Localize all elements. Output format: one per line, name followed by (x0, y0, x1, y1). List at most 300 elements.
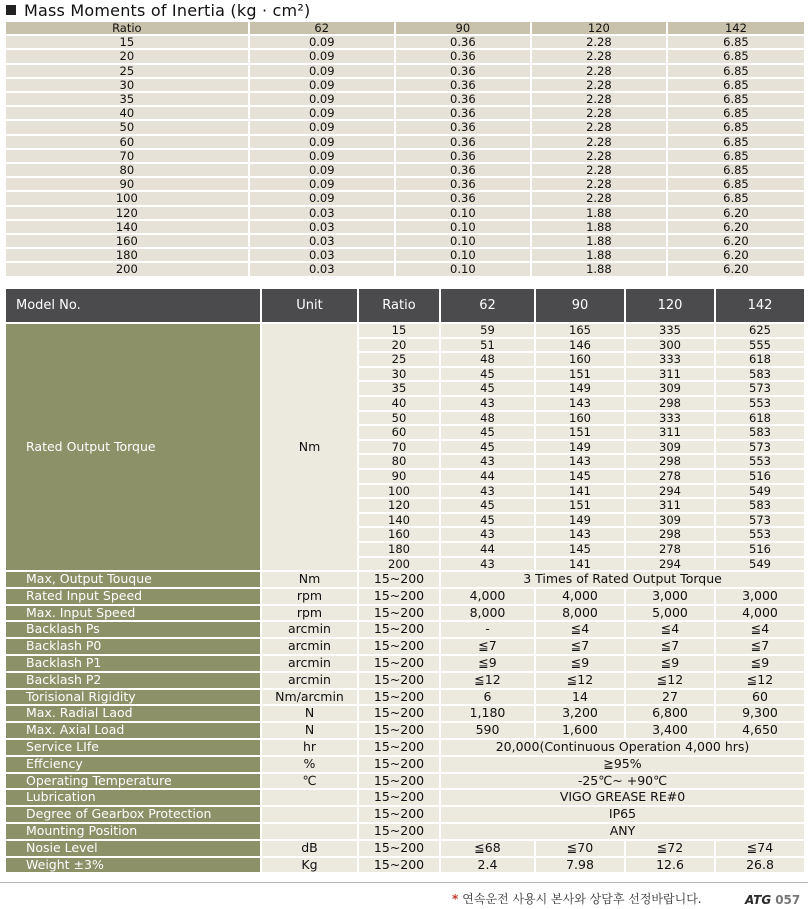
spec-value: ≦68 (441, 841, 534, 856)
spec-value: - (441, 622, 534, 637)
spec-label: Max. Radial Laod (6, 706, 260, 721)
table-cell: 0.09 (250, 121, 394, 133)
table-cell: 6.85 (668, 93, 804, 105)
table-cell: 43 (441, 558, 534, 571)
spec-value: ≦12 (716, 673, 804, 688)
table-row (6, 207, 804, 219)
spec-value: 4,000 (536, 589, 624, 604)
spec-row (6, 841, 804, 856)
table-cell: 0.09 (250, 107, 394, 119)
brand-logo: ATG (745, 893, 772, 907)
spec-value: ≦4 (626, 622, 714, 637)
column-header: 90 (536, 289, 624, 322)
spec-row (6, 673, 804, 688)
table-cell: 45 (441, 382, 534, 395)
column-header: Ratio (359, 289, 439, 322)
table-cell: 625 (716, 324, 804, 337)
table-cell: 309 (626, 514, 714, 527)
table-cell: 0.36 (396, 136, 530, 148)
table-cell: 0.10 (396, 235, 530, 247)
spec-label: Rated Input Speed (6, 589, 260, 604)
spec-unit: ℃ (262, 774, 357, 789)
table-cell: 15 (6, 36, 248, 48)
table-cell: 6.85 (668, 107, 804, 119)
table-cell: 0.09 (250, 150, 394, 162)
table-cell: 0.09 (250, 164, 394, 176)
table-cell: 516 (716, 470, 804, 483)
table-cell: 6.85 (668, 136, 804, 148)
spec-label: Operating Temperature (6, 774, 260, 789)
table-cell: 6.85 (668, 36, 804, 48)
table-cell: 2.28 (532, 192, 666, 204)
table-cell: 298 (626, 455, 714, 468)
spec-row (6, 572, 804, 587)
table-cell: 333 (626, 353, 714, 366)
column-header: 120 (626, 289, 714, 322)
table-cell: 45 (441, 426, 534, 439)
spec-row (6, 723, 804, 738)
table-row (6, 192, 804, 204)
table-cell: 618 (716, 353, 804, 366)
table-cell: 0.09 (250, 136, 394, 148)
table-cell: 553 (716, 528, 804, 541)
table-cell: 43 (441, 455, 534, 468)
spec-label: Max. Axial Load (6, 723, 260, 738)
table-cell: 160 (359, 528, 439, 541)
table-cell: 0.03 (250, 249, 394, 261)
column-header: 142 (668, 22, 804, 34)
table-cell: 141 (536, 558, 624, 571)
table-cell: 311 (626, 426, 714, 439)
table-cell: 143 (536, 455, 624, 468)
table-cell: 0.36 (396, 36, 530, 48)
table-cell: 6.85 (668, 65, 804, 77)
table-cell: 2.28 (532, 136, 666, 148)
spec-ratio: 15~200 (359, 656, 439, 671)
spec-value: 27 (626, 690, 714, 705)
spec-ratio: 15~200 (359, 673, 439, 688)
table-cell: 0.03 (250, 221, 394, 233)
table-row (6, 263, 804, 275)
spec-value: 4,000 (716, 606, 804, 621)
column-header: 120 (532, 22, 666, 34)
table-cell: 0.36 (396, 65, 530, 77)
spec-row (6, 790, 804, 805)
spec-unit: % (262, 757, 357, 772)
table-cell: 0.09 (250, 79, 394, 91)
table-cell: 6.85 (668, 192, 804, 204)
spec-value: 6 (441, 690, 534, 705)
table-cell: 48 (441, 353, 534, 366)
table-cell: 43 (441, 397, 534, 410)
spec-value: ≧95% (441, 757, 804, 772)
spec-row (6, 589, 804, 604)
table-cell: 0.36 (396, 192, 530, 204)
table-cell: 0.10 (396, 263, 530, 275)
table-cell: 151 (536, 499, 624, 512)
spec-unit (262, 790, 357, 805)
spec-label: Max. Input Speed (6, 606, 260, 621)
spec-value: ≦7 (441, 639, 534, 654)
spec-ratio: 15~200 (359, 589, 439, 604)
section-title (6, 0, 310, 21)
table-cell: 2.28 (532, 50, 666, 62)
table-cell: 6.20 (668, 207, 804, 219)
spec-value: 6,800 (626, 706, 714, 721)
spec-ratio: 15~200 (359, 858, 439, 873)
footnote-text: 연속운전 사용시 본사와 상담후 선정바랍니다. (462, 892, 702, 906)
spec-ratio: 15~200 (359, 790, 439, 805)
table-cell: 0.09 (250, 178, 394, 190)
spec-value: 26.8 (716, 858, 804, 873)
column-header: 62 (441, 289, 534, 322)
spec-ratio: 15~200 (359, 824, 439, 839)
table-cell: 2.28 (532, 107, 666, 119)
spec-value: ANY (441, 824, 804, 839)
table-row (6, 178, 804, 190)
table-cell: 6.20 (668, 249, 804, 261)
table-cell: 583 (716, 499, 804, 512)
torque-row (6, 324, 804, 337)
table-cell: 0.10 (396, 249, 530, 261)
table-cell: 160 (536, 412, 624, 425)
spec-value: 9,300 (716, 706, 804, 721)
table-cell: 311 (626, 499, 714, 512)
table-cell: 151 (536, 426, 624, 439)
table-row (6, 50, 804, 62)
table-cell: 300 (626, 339, 714, 352)
table-row (6, 65, 804, 77)
table-cell: 160 (536, 353, 624, 366)
table-cell: 45 (441, 441, 534, 454)
table-cell: 2.28 (532, 121, 666, 133)
table-cell: 573 (716, 514, 804, 527)
table-cell: 1.88 (532, 221, 666, 233)
table-row (6, 121, 804, 133)
spec-row (6, 639, 804, 654)
spec-value: 8,000 (536, 606, 624, 621)
spec-label: Backlash P2 (6, 673, 260, 688)
table-cell: 333 (626, 412, 714, 425)
spec-row (6, 690, 804, 705)
spec-value: ≦7 (536, 639, 624, 654)
column-header: 90 (396, 22, 530, 34)
table-cell: 40 (6, 107, 248, 119)
spec-label: Lubrication (6, 790, 260, 805)
table-cell: 553 (716, 455, 804, 468)
table-cell: 143 (536, 397, 624, 410)
table-cell: 6.85 (668, 164, 804, 176)
spec-value: 8,000 (441, 606, 534, 621)
table-cell: 40 (359, 397, 439, 410)
table-cell: 2.28 (532, 150, 666, 162)
spec-header-row (6, 289, 804, 322)
table-cell: 51 (441, 339, 534, 352)
table-cell: 0.09 (250, 65, 394, 77)
torque-unit: Nm (262, 324, 357, 570)
column-header: Ratio (6, 22, 248, 34)
spec-unit: rpm (262, 589, 357, 604)
table-cell: 60 (6, 136, 248, 148)
table-cell: 25 (359, 353, 439, 366)
table-cell: 1.88 (532, 263, 666, 275)
spec-label: Service LIfe (6, 740, 260, 755)
spec-label: Degree of Gearbox Protection (6, 807, 260, 822)
spec-unit: arcmin (262, 622, 357, 637)
spec-label: Nosie Level (6, 841, 260, 856)
spec-unit: N (262, 723, 357, 738)
table-cell: 618 (716, 412, 804, 425)
table-row (6, 249, 804, 261)
spec-ratio: 15~200 (359, 622, 439, 637)
spec-unit: arcmin (262, 673, 357, 688)
column-header: 142 (716, 289, 804, 322)
spec-label: Effciency (6, 757, 260, 772)
table-cell: 2.28 (532, 79, 666, 91)
table-cell: 0.36 (396, 79, 530, 91)
spec-unit: hr (262, 740, 357, 755)
spec-ratio: 15~200 (359, 690, 439, 705)
table-row (6, 164, 804, 176)
spec-value: 5,000 (626, 606, 714, 621)
table-cell: 200 (359, 558, 439, 571)
column-header: Model No. (6, 289, 260, 322)
table-cell: 2.28 (532, 65, 666, 77)
table-cell: 48 (441, 412, 534, 425)
spec-label: Backlash P0 (6, 639, 260, 654)
table-cell: 0.36 (396, 178, 530, 190)
table-cell: 6.20 (668, 263, 804, 275)
spec-label: Backlash Ps (6, 622, 260, 637)
spec-value: 3 Times of Rated Output Torque (441, 572, 804, 587)
square-bullet-icon (6, 5, 16, 15)
spec-value: ≦4 (536, 622, 624, 637)
spec-value: ≦12 (441, 673, 534, 688)
table-cell: 549 (716, 485, 804, 498)
table-cell: 70 (359, 441, 439, 454)
spec-row (6, 824, 804, 839)
spec-value: ≦70 (536, 841, 624, 856)
table-cell: 298 (626, 397, 714, 410)
footer-divider (0, 882, 808, 883)
table-cell: 2.28 (532, 36, 666, 48)
spec-ratio: 15~200 (359, 639, 439, 654)
spec-value: IP65 (441, 807, 804, 822)
spec-unit: rpm (262, 606, 357, 621)
spec-label: Weight ±3% (6, 858, 260, 873)
column-header: 62 (250, 22, 394, 34)
spec-value: ≦9 (536, 656, 624, 671)
spec-value: 20,000(Continuous Operation 4,000 hrs) (441, 740, 804, 755)
spec-ratio: 15~200 (359, 757, 439, 772)
spec-unit: dB (262, 841, 357, 856)
table-cell: 140 (359, 514, 439, 527)
table-cell: 15 (359, 324, 439, 337)
spec-value: 3,000 (626, 589, 714, 604)
table-cell: 294 (626, 558, 714, 571)
table-cell: 141 (536, 485, 624, 498)
table-cell: 140 (6, 221, 248, 233)
table-cell: 0.09 (250, 36, 394, 48)
table-cell: 43 (441, 528, 534, 541)
table-cell: 100 (359, 485, 439, 498)
table-cell: 583 (716, 368, 804, 381)
table-cell: 6.20 (668, 221, 804, 233)
table-cell: 149 (536, 441, 624, 454)
spec-unit: Nm (262, 572, 357, 587)
spec-value: ≦7 (716, 639, 804, 654)
table-cell: 145 (536, 470, 624, 483)
spec-unit (262, 824, 357, 839)
table-cell: 573 (716, 441, 804, 454)
table-row (6, 235, 804, 247)
table-cell: 1.88 (532, 207, 666, 219)
table-row (6, 107, 804, 119)
table-cell: 35 (359, 382, 439, 395)
spec-ratio: 15~200 (359, 572, 439, 587)
table-cell: 309 (626, 382, 714, 395)
footnote (452, 890, 702, 907)
spec-ratio: 15~200 (359, 841, 439, 856)
table-cell: 298 (626, 528, 714, 541)
table-cell: 80 (359, 455, 439, 468)
table-cell: 151 (536, 368, 624, 381)
table-cell: 45 (441, 368, 534, 381)
spec-value: ≦4 (716, 622, 804, 637)
page-mark (745, 893, 800, 907)
table-cell: 200 (6, 263, 248, 275)
table-cell: 50 (6, 121, 248, 133)
spec-value: 4,650 (716, 723, 804, 738)
table-cell: 549 (716, 558, 804, 571)
asterisk-icon: * (452, 892, 459, 906)
spec-value: 1,600 (536, 723, 624, 738)
table-cell: 0.36 (396, 121, 530, 133)
spec-unit: arcmin (262, 656, 357, 671)
table-cell: 50 (359, 412, 439, 425)
spec-row (6, 656, 804, 671)
table-cell: 165 (536, 324, 624, 337)
table-row (6, 136, 804, 148)
table-cell: 45 (441, 499, 534, 512)
table-cell: 0.10 (396, 207, 530, 219)
table-cell: 6.85 (668, 150, 804, 162)
spec-value: ≦9 (441, 656, 534, 671)
spec-row (6, 858, 804, 873)
table-cell: 43 (441, 485, 534, 498)
spec-unit: Nm/arcmin (262, 690, 357, 705)
table-cell: 278 (626, 470, 714, 483)
spec-row (6, 740, 804, 755)
table-cell: 2.28 (532, 178, 666, 190)
spec-row (6, 622, 804, 637)
inertia-table (4, 20, 806, 278)
table-cell: 0.36 (396, 107, 530, 119)
rated-output-torque-label: Rated Output Torque (6, 324, 260, 570)
spec-value: 3,400 (626, 723, 714, 738)
table-cell: 0.03 (250, 235, 394, 247)
table-cell: 44 (441, 470, 534, 483)
table-cell: 44 (441, 543, 534, 556)
table-row (6, 150, 804, 162)
spec-value: -25℃~ +90℃ (441, 774, 804, 789)
spec-value: 3,200 (536, 706, 624, 721)
table-cell: 145 (536, 543, 624, 556)
spec-unit (262, 807, 357, 822)
table-cell: 20 (359, 339, 439, 352)
spec-label: Mounting Position (6, 824, 260, 839)
table-cell: 100 (6, 192, 248, 204)
spec-row (6, 774, 804, 789)
spec-ratio: 15~200 (359, 723, 439, 738)
spec-table (4, 287, 806, 874)
table-cell: 0.09 (250, 50, 394, 62)
spec-row (6, 807, 804, 822)
table-cell: 149 (536, 382, 624, 395)
spec-ratio: 15~200 (359, 807, 439, 822)
table-cell: 0.36 (396, 93, 530, 105)
spec-value: ≦9 (626, 656, 714, 671)
table-cell: 309 (626, 441, 714, 454)
table-cell: 335 (626, 324, 714, 337)
spec-value: ≦72 (626, 841, 714, 856)
spec-value: 1,180 (441, 706, 534, 721)
table-cell: 30 (6, 79, 248, 91)
table-cell: 45 (441, 514, 534, 527)
table-cell: 149 (536, 514, 624, 527)
table-cell: 1.88 (532, 249, 666, 261)
spec-label: Max, Output Touque (6, 572, 260, 587)
table-cell: 180 (359, 543, 439, 556)
table-cell: 0.10 (396, 221, 530, 233)
table-cell: 1.88 (532, 235, 666, 247)
table-cell: 0.09 (250, 192, 394, 204)
table-cell: 278 (626, 543, 714, 556)
spec-label: Torisional Rigidity (6, 690, 260, 705)
section-title-text: Mass Moments of Inertia (kg · cm²) (24, 1, 311, 20)
table-cell: 180 (6, 249, 248, 261)
table-cell: 0.36 (396, 50, 530, 62)
table-row (6, 79, 804, 91)
spec-value: ≦74 (716, 841, 804, 856)
page-number: 057 (775, 893, 801, 907)
table-cell: 146 (536, 339, 624, 352)
spec-value: 60 (716, 690, 804, 705)
table-cell: 0.36 (396, 150, 530, 162)
table-cell: 70 (6, 150, 248, 162)
table-row (6, 93, 804, 105)
spec-ratio: 15~200 (359, 740, 439, 755)
table-cell: 573 (716, 382, 804, 395)
table-cell: 6.20 (668, 235, 804, 247)
spec-value: 3,000 (716, 589, 804, 604)
spec-value: 7.98 (536, 858, 624, 873)
table-cell: 6.85 (668, 178, 804, 190)
table-cell: 0.09 (250, 93, 394, 105)
table-cell: 0.36 (396, 164, 530, 176)
spec-label: Backlash P1 (6, 656, 260, 671)
spec-row (6, 606, 804, 621)
table-cell: 583 (716, 426, 804, 439)
spec-unit: arcmin (262, 639, 357, 654)
table-cell: 80 (6, 164, 248, 176)
spec-value: ≦9 (716, 656, 804, 671)
table-cell: 6.85 (668, 79, 804, 91)
spec-value: ≦7 (626, 639, 714, 654)
table-cell: 90 (6, 178, 248, 190)
table-cell: 0.03 (250, 207, 394, 219)
table-cell: 516 (716, 543, 804, 556)
